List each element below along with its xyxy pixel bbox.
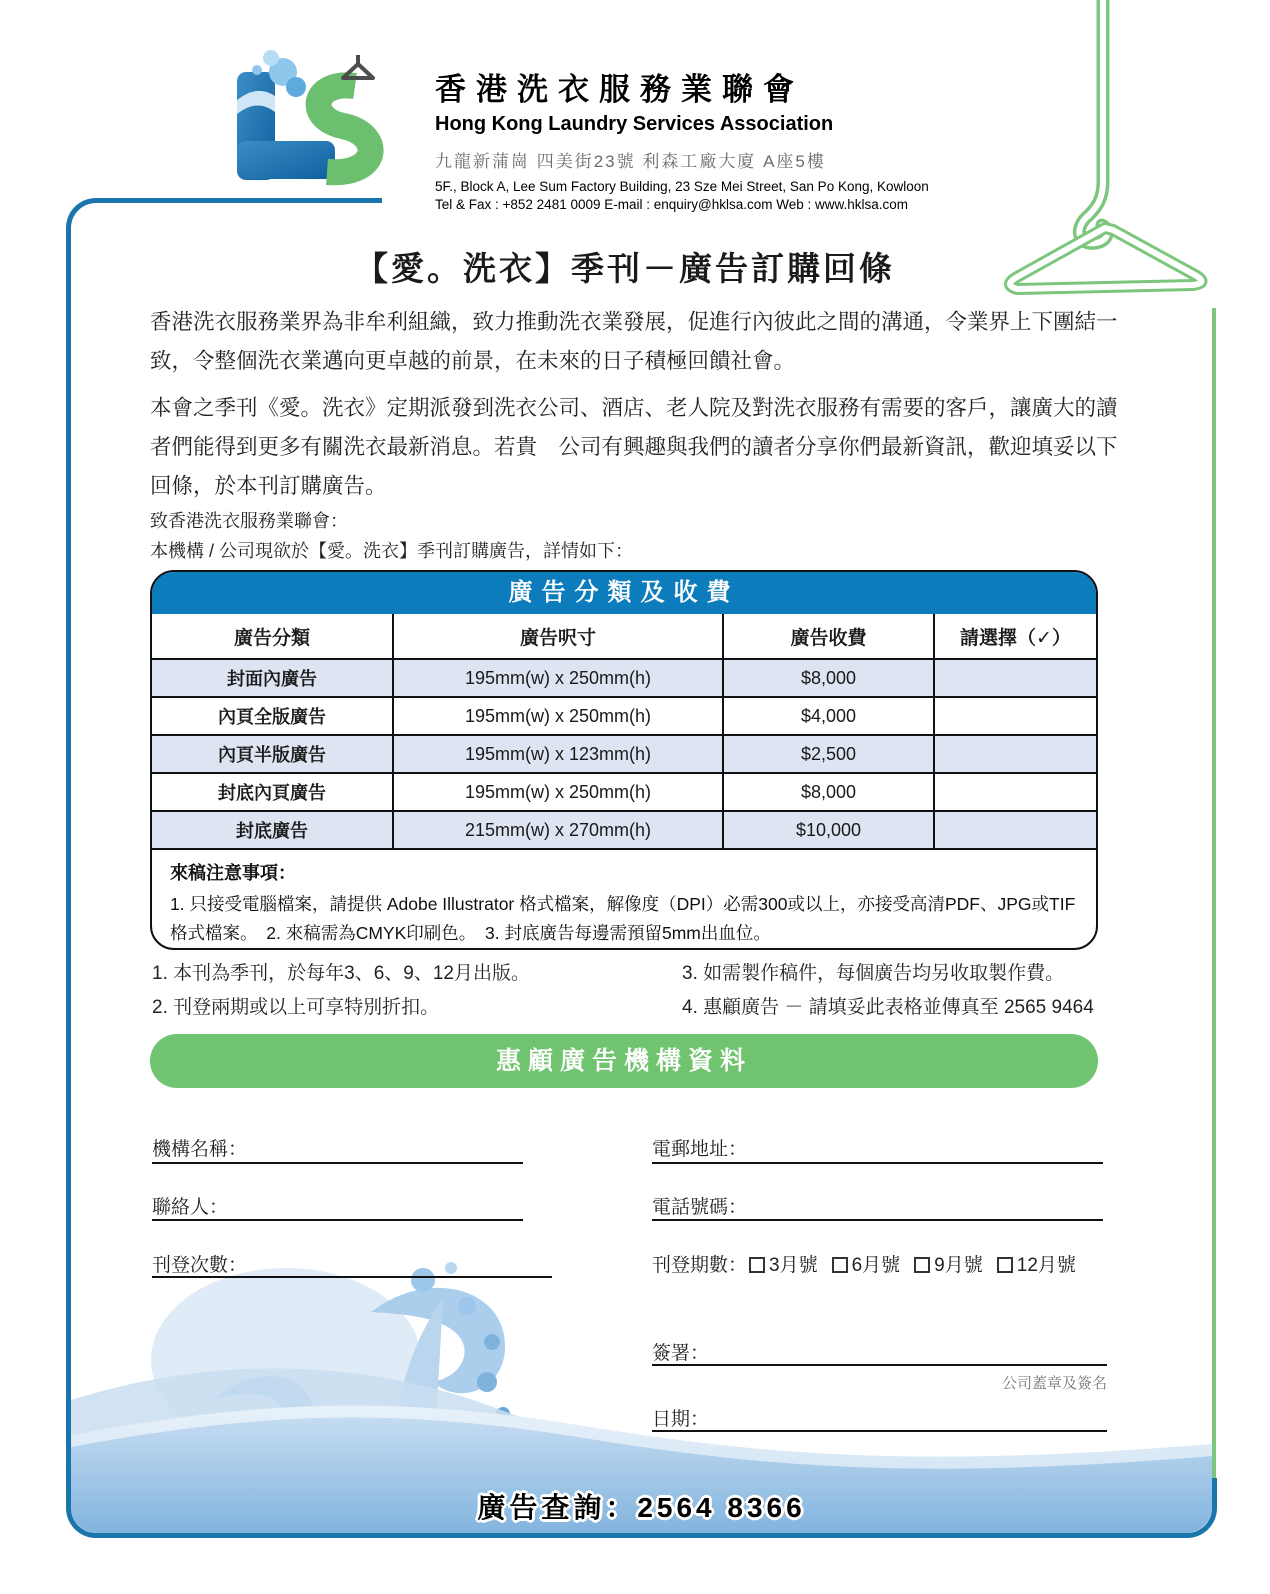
intent-line: 本機構 / 公司現欲於【愛。洗衣】季刊訂購廣告，詳情如下： [150,541,634,561]
org-name-en: Hong Kong Laundry Services Association [435,113,834,135]
table-row [152,774,1096,812]
fee-table-header-row [152,614,1096,660]
ad-category: 封面內廣告 [152,660,394,696]
ad-size: 195mm(w) x 123mm(h) [394,736,724,772]
col-header-category: 廣告分類 [152,614,394,658]
checkbox-march-issue[interactable] [749,1257,765,1273]
issues-label: 刊登期數： [652,1255,748,1276]
submission-notes-text: 1. 只接受電腦檔案，請提供 Adobe Illustrator 格式檔案，解像度（DPI）必需300或以上，亦接受高清PDF、JPG或TIF格式檔案。 2. 來稿需為CMYK印刷色。 3. 封底廣告每邊需預留5mm出血位。 [170,894,1076,943]
date-field[interactable] [652,1430,1107,1432]
term-2: 2. 刊登兩期或以上可享特別折扣。 [152,997,440,1018]
select-cell[interactable] [935,774,1096,810]
select-cell[interactable] [935,698,1096,734]
ad-inquiry-line: 廣告查詢：2564 8366 [477,1492,806,1523]
ad-price: $4,000 [724,698,935,734]
select-cell[interactable] [935,736,1096,772]
frame-bottom-left-corner [66,1478,156,1538]
september-issue-label: 9月號 [934,1255,983,1276]
email-field[interactable] [652,1162,1103,1164]
ad-size: 195mm(w) x 250mm(h) [394,698,724,734]
table-row [152,736,1096,774]
col-header-price: 廣告收費 [724,614,935,658]
ad-price: $8,000 [724,774,935,810]
fee-table [150,570,1098,950]
ad-category: 內頁全版廣告 [152,698,394,734]
term-4: 4. 惠顧廣告 － 請填妥此表格並傳真至 2565 9464 [682,997,1094,1018]
march-issue-label: 3月號 [769,1255,818,1276]
email-label: 電郵地址： [652,1139,748,1160]
ad-category: 封底內頁廣告 [152,774,394,810]
contact-person-field[interactable] [152,1219,523,1221]
term-3: 3. 如需製作稿件，每個廣告均另收取製作費。 [682,963,1065,984]
december-issue-label: 12月號 [1016,1255,1076,1276]
table-row [152,698,1096,736]
ad-size: 195mm(w) x 250mm(h) [394,774,724,810]
association-logo [231,42,393,222]
checkbox-june-issue[interactable] [832,1257,848,1273]
intro-paragraph-1: 香港洗衣服務業界為非牟利組織，致力推動洗衣業發展，促進行內彼此之間的溝通，令業界上下團結一致，令整個洗衣業邁向更卓越的前景，在未來的日子積極回饋社會。 [150,310,1118,373]
page-title: 【愛。洗衣】季刊－廣告訂購回條 [355,250,895,287]
issue-selection-row [652,1250,1076,1277]
logo-underline [233,198,351,203]
salutation-line: 致香港洗衣服務業聯會： [150,511,348,531]
date-label: 日期： [652,1409,710,1430]
insertion-times-field[interactable] [152,1276,552,1278]
frame-bottom-right-corner [1157,1478,1217,1538]
advertiser-info-section-title: 惠顧廣告機構資料 [150,1034,1098,1088]
org-address-zh: 九龍新蒲崗 四美街23號 利森工廠大廈 A座5樓 [435,152,826,171]
ad-price: $10,000 [724,812,935,848]
june-issue-label: 6月號 [851,1255,901,1276]
checkbox-september-issue[interactable] [914,1257,930,1273]
insertion-times-label: 刊登次數： [152,1255,248,1276]
table-row [152,660,1096,698]
frame-right-border [1212,308,1216,1483]
intro-paragraph-2: 本會之季刊《愛。洗衣》定期派發到洗衣公司、酒店、老人院及對洗衣服務有需要的客戶，讓廣大的讀者們能得到更多有關洗衣最新消息。若貴 公司有興趣與我們的讀者分享你們最新資訊，歡迎填妥以下回條，於本刊訂購廣告。 [150,396,1118,498]
signature-field[interactable] [652,1364,1107,1366]
col-header-select: 請選擇（✓） [960,627,1071,649]
frame-left-border [66,240,71,1510]
header-block [435,64,995,212]
col-header-size: 廣告呎寸 [394,614,724,658]
org-name-zh: 香港洗衣服務業聯會 [435,72,804,107]
ad-size: 195mm(w) x 250mm(h) [394,660,724,696]
checkbox-december-issue[interactable] [997,1257,1013,1273]
fee-table-title: 廣告分類及收費 [152,572,1096,614]
phone-field[interactable] [652,1219,1103,1221]
org-contact-line: Tel & Fax : +852 2481 0009 E-mail : enquiry@hklsa.com Web : www.hklsa.com [435,197,909,212]
phone-label: 電話號碼： [652,1197,748,1218]
ad-category: 內頁半版廣告 [152,736,394,772]
submission-notes-title: 來稿注意事項： [170,863,296,883]
select-cell[interactable] [935,660,1096,696]
org-address-en: 5F., Block A, Lee Sum Factory Building, 23 Sze Mei Street, San Po Kong, Kowloon [435,179,929,194]
signature-label: 簽署： [652,1343,710,1364]
org-name-label: 機構名稱： [152,1139,248,1160]
ad-price: $8,000 [724,660,935,696]
term-1: 1. 本刊為季刊，於每年3、6、9、12月出版。 [152,963,530,984]
select-cell[interactable] [935,812,1096,848]
org-name-field[interactable] [152,1162,523,1164]
frame-bottom-border [110,1533,1165,1538]
submission-notes [152,850,1096,947]
table-row [152,812,1096,850]
ad-category: 封底廣告 [152,812,394,848]
company-chop-note: 公司蓋章及簽名 [1001,1375,1107,1392]
contact-person-label: 聯絡人： [152,1197,229,1218]
ad-price: $2,500 [724,736,935,772]
ad-size: 215mm(w) x 270mm(h) [394,812,724,848]
